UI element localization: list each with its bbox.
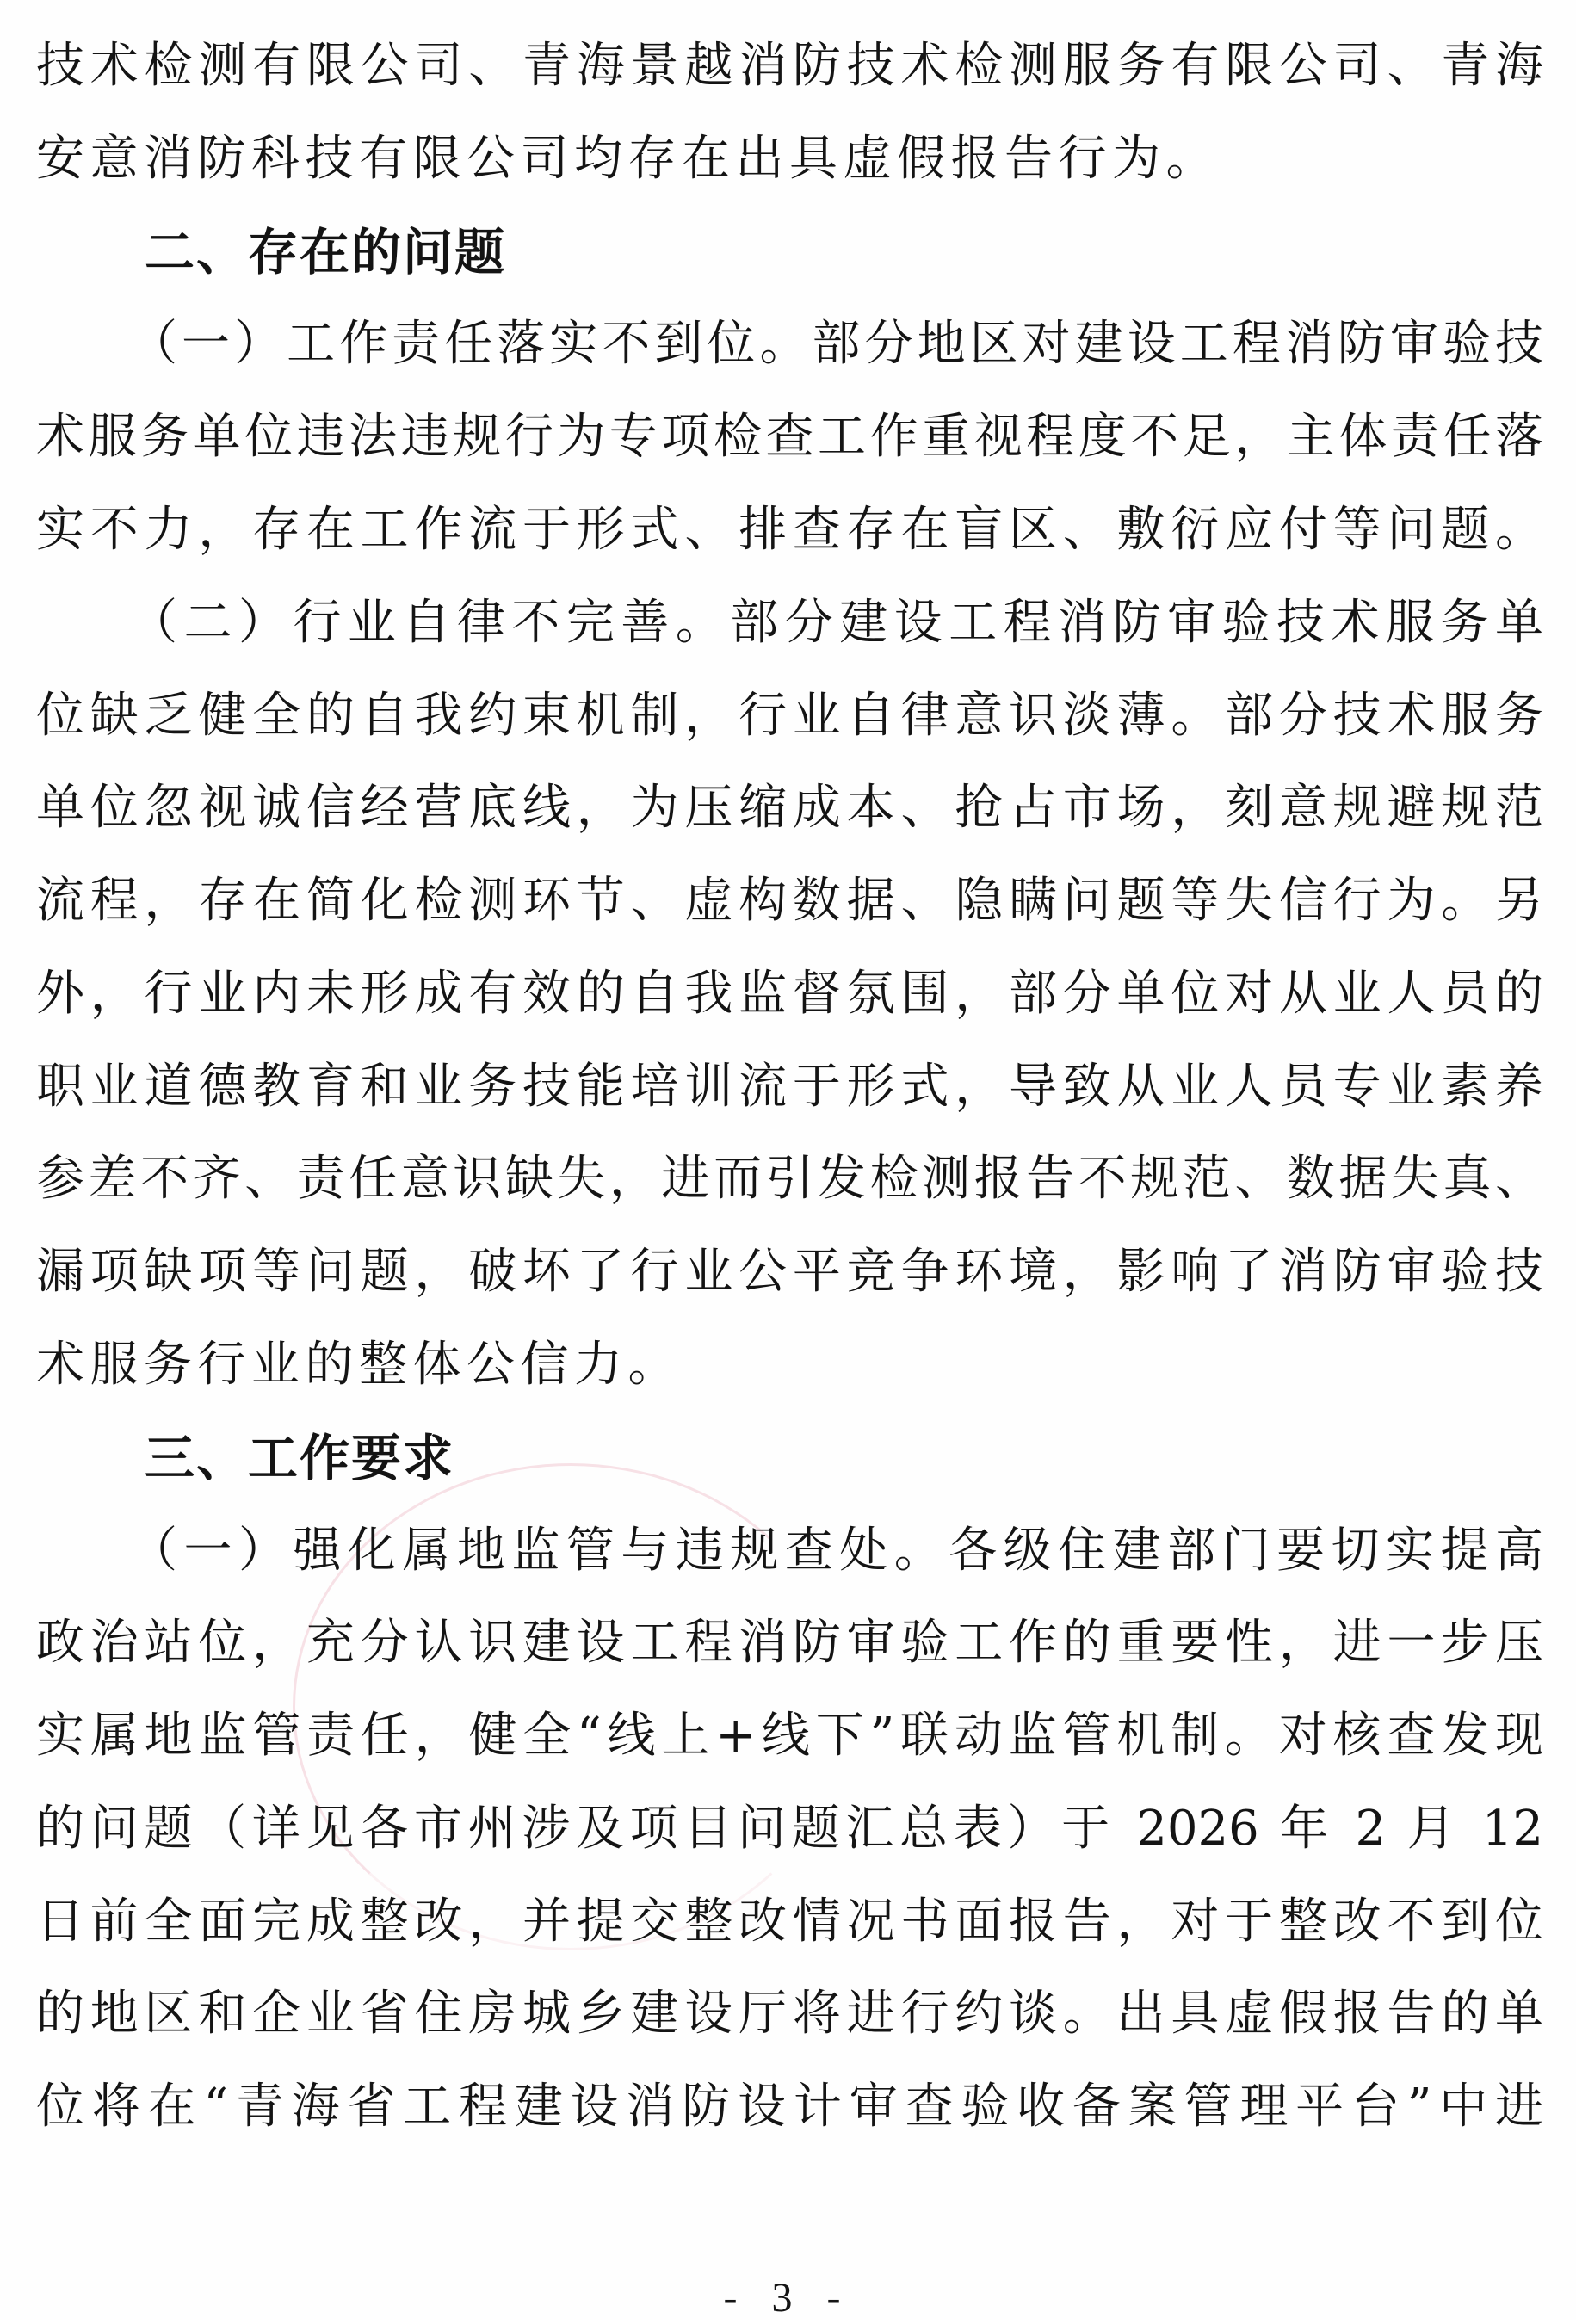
body-line: 术服务行业的整体公信力。 — [36, 1337, 682, 1393]
body-line: 流程，存在简化检测环节、虚构数据、隐瞒问题等失信行为。另 — [36, 873, 1543, 929]
body-line: 单位忽视诚信经营底线，为压缩成本、抢占市场，刻意规避规范 — [36, 780, 1543, 836]
body-line: 实不力，存在工作流于形式、排查存在盲区、敷衍应付等问题。 — [36, 502, 1543, 558]
body-line: 技术检测有限公司、青海景越消防技术检测服务有限公司、青海 — [36, 38, 1543, 94]
body-line: 漏项缺项等问题，破坏了行业公平竞争环境，影响了消防审验技 — [36, 1244, 1543, 1300]
body-line: 位缺乏健全的自我约束机制，行业自律意识淡薄。部分技术服务 — [36, 688, 1543, 744]
body-line: 位将在“青海省工程建设消防设计审查验收备案管理平台”中进 — [36, 2079, 1543, 2135]
body-line: 外，行业内未形成有效的自我监督氛围，部分单位对从业人员的 — [36, 966, 1543, 1022]
body-line: 参差不齐、责任意识缺失，进而引发检测报告不规范、数据失真、 — [36, 1151, 1543, 1207]
section-heading-problems: 二、存在的问题 — [145, 223, 507, 281]
paragraph-start-line: （一）工作责任落实不到位。部分地区对建设工程消防审验技 — [129, 316, 1543, 372]
body-line: 政治站位，充分认识建设工程消防审验工作的重要性，进一步压 — [36, 1615, 1543, 1671]
paragraph-start-line: （一）强化属地监管与违规查处。各级住建部门要切实提高 — [129, 1523, 1543, 1579]
body-line: 实属地监管责任，健全“线上+线下”联动监管机制。对核查发现 — [36, 1708, 1543, 1764]
body-line: 日前全面完成整改，并提交整改情况书面报告，对于整改不到位 — [36, 1894, 1543, 1950]
paragraph-start-line: （二）行业自律不完善。部分建设工程消防审验技术服务单 — [129, 595, 1543, 651]
body-line: 安意消防科技有限公司均存在出具虚假报告行为。 — [36, 131, 1220, 187]
page-number: - 3 - — [723, 2275, 853, 2321]
section-heading-requirements: 三、工作要求 — [145, 1429, 455, 1487]
body-line: 职业道德教育和业务技能培训流于形式，导致从业人员专业素养 — [36, 1059, 1543, 1115]
body-line: 的地区和企业省住房城乡建设厅将进行约谈。出具虚假报告的单 — [36, 1986, 1543, 2042]
body-line: 术服务单位违法违规行为专项检查工作重视程度不足，主体责任落 — [36, 409, 1543, 465]
body-line: 的问题（详见各市州涉及项目问题汇总表）于 2026 年 2 月 12 — [36, 1801, 1543, 1857]
